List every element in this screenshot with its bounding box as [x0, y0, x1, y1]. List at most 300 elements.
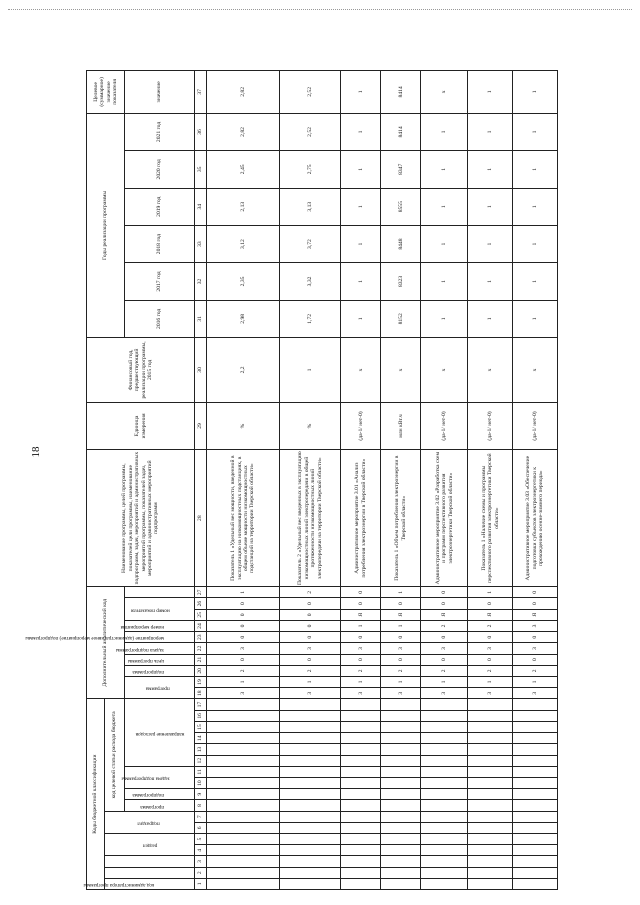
kbk-code-cell [341, 845, 381, 856]
extra-code-cell: 3 [341, 688, 381, 699]
kbk-code-cell [468, 789, 513, 800]
kbk-code-cell [381, 744, 421, 755]
kbk-code-cell [468, 777, 513, 788]
program-indicators-table [24, 70, 558, 890]
extra-code-cell: 2 [513, 665, 558, 676]
unit-header: Единица измерения [87, 402, 195, 449]
page-number: 18 [30, 446, 42, 458]
target-value: 2,52 [280, 71, 341, 114]
kbk-code-cell [513, 744, 558, 755]
kbk-code-cell [280, 733, 341, 744]
column-number-cell: 6 [195, 822, 207, 833]
target-value: 1 [468, 71, 513, 114]
column-number-cell: 32 [195, 263, 207, 300]
column-number-cell: 13 [195, 744, 207, 755]
kbk-code-cell [280, 699, 341, 710]
year-value: 1 [421, 263, 468, 300]
table-row [513, 71, 558, 890]
column-number-cell: 30 [195, 338, 207, 403]
year-value: 1 [513, 151, 558, 188]
kbk-program-header: программа [125, 800, 195, 811]
column-number-cell: 14 [195, 733, 207, 744]
kbk-code-cell [207, 733, 280, 744]
kbk-code-cell [513, 800, 558, 811]
column-number-cell: 36 [195, 113, 207, 150]
year-value: 1 [341, 151, 381, 188]
column-number-cell: 1 [195, 878, 207, 889]
extra-code-cell: 3 [421, 643, 468, 654]
column-number-cell: 26 [195, 598, 207, 609]
kbk-code-cell [207, 699, 280, 710]
year-value: 2,35 [207, 263, 280, 300]
kbk-code-cell [341, 856, 381, 867]
year-value: 1 [421, 151, 468, 188]
extra-code-cell: 2 [421, 620, 468, 631]
kbk-code-cell [513, 845, 558, 856]
kbk-group-header: Коды бюджетной классификации [87, 699, 105, 890]
rotated-page [24, 70, 558, 890]
kbk-code-cell [468, 811, 513, 822]
kbk-code-cell [341, 800, 381, 811]
year-value: 8323 [381, 263, 421, 300]
year-value: 3,13 [280, 188, 341, 225]
kbk-code-cell [280, 822, 341, 833]
year-value: 1 [468, 300, 513, 337]
kbk-section-header: раздел [105, 833, 195, 855]
unit-cell: % [280, 402, 341, 449]
kbk-code-cell [421, 777, 468, 788]
kbk-code-cell [381, 777, 421, 788]
kbk-code-cell [421, 856, 468, 867]
year-value: 2,13 [207, 188, 280, 225]
kbk-code-cell [341, 811, 381, 822]
column-number-cell: 25 [195, 609, 207, 620]
unit-cell: % [207, 402, 280, 449]
extra-code-cell: 0 [381, 598, 421, 609]
extra-code-cell: 3 [513, 620, 558, 631]
table-row [341, 71, 381, 890]
year-value: 8555 [381, 188, 421, 225]
kbk-code-cell [421, 867, 468, 878]
extra-code-cell: 1 [468, 587, 513, 598]
kbk-code-cell [513, 833, 558, 844]
column-number-cell: 7 [195, 811, 207, 822]
extra-code-cell: 0 [421, 654, 468, 665]
extra-code-cell: 2 [381, 665, 421, 676]
kbk-code-cell [513, 789, 558, 800]
kbk-code-cell [381, 721, 421, 732]
indicator-name: Административное мероприятие 3.02 «Разработка схем и программ перспективного развития электроэнергетики Тверской области» [421, 450, 468, 587]
extra-code-cell: 0 [280, 620, 341, 631]
extra-code-cell: 1 [341, 676, 381, 687]
extra-code-cell: 0 [421, 632, 468, 643]
year-value: 3,72 [280, 225, 341, 262]
kbk-code-cell [513, 856, 558, 867]
column-number-cell: 18 [195, 688, 207, 699]
table-row [468, 71, 513, 890]
column-number-row [195, 71, 207, 890]
year-value: 1 [513, 188, 558, 225]
extra-code-cell: 0 [207, 609, 280, 620]
extra-code-cell: Я [381, 609, 421, 620]
kbk-code-cell [468, 878, 513, 889]
kbk-code-cell [381, 822, 421, 833]
extra-program-header: программа [125, 676, 195, 698]
extra-code-cell: 1 [421, 676, 468, 687]
base-year-value: х [468, 338, 513, 403]
kbk-code-cell [513, 867, 558, 878]
extra-code-cell: 3 [513, 643, 558, 654]
kbk-code-cell [421, 721, 468, 732]
extra-code-cell: 3 [468, 643, 513, 654]
extra-code-cell: 0 [513, 632, 558, 643]
extra-code-cell: 0 [280, 654, 341, 665]
kbk-code-cell [381, 878, 421, 889]
column-number-cell: 21 [195, 654, 207, 665]
base-year-value: х [513, 338, 558, 403]
extra-subprogram-header: подпрограмма [125, 665, 195, 676]
target-value-header: значение [125, 71, 195, 114]
kbk-code-cell [341, 766, 381, 777]
kbk-code-cell [341, 867, 381, 878]
year-value: 8414 [381, 113, 421, 150]
column-number-cell: 11 [195, 766, 207, 777]
extra-code-cell: 1 [341, 620, 381, 631]
extra-code-cell: 2 [468, 620, 513, 631]
column-number-cell: 31 [195, 300, 207, 337]
kbk-code-cell [421, 811, 468, 822]
indicator-name: Показатель 1 «Удельный вес мощности, введенной в эксплуатацию на низкомощностных подстанциях, в общем объеме мощности низкомощностных подстанций на территории Тверской области» [207, 450, 280, 587]
column-number-cell: 17 [195, 699, 207, 710]
kbk-code-cell [468, 845, 513, 856]
kbk-code-cell [280, 777, 341, 788]
kbk-code-cell [280, 800, 341, 811]
year-value: 3,12 [207, 225, 280, 262]
kbk-code-cell [341, 710, 381, 721]
year-value: 1 [513, 225, 558, 262]
kbk-code-cell [421, 878, 468, 889]
kbk-code-cell [280, 710, 341, 721]
kbk-code-cell [513, 811, 558, 822]
year-value: 1,72 [280, 300, 341, 337]
kbk-code-cell [341, 878, 381, 889]
extra-code-cell: 0 [207, 598, 280, 609]
kbk-code-cell [513, 822, 558, 833]
kbk-code-cell [207, 856, 280, 867]
kbk-code-cell [468, 744, 513, 755]
kbk-code-cell [421, 833, 468, 844]
year-value: 1 [341, 188, 381, 225]
target-value: х [421, 71, 468, 114]
kbk-code-cell [513, 766, 558, 777]
extra-code-header: Дополнительный аналитический код [87, 587, 125, 699]
column-number-cell: 20 [195, 665, 207, 676]
base-year-header: Финансовый год, предшествующий реализации программы, 2015 год [87, 338, 195, 403]
kbk-code-cell [341, 833, 381, 844]
kbk-code-cell [421, 789, 468, 800]
top-scan-line [8, 9, 632, 10]
kbk-code-cell [513, 755, 558, 766]
kbk-code-cell [280, 721, 341, 732]
kbk-code-cell [280, 811, 341, 822]
extra-code-cell: 1 [381, 676, 421, 687]
extra-code-cell: 1 [207, 676, 280, 687]
column-number-cell: 34 [195, 188, 207, 225]
kbk-code-cell [421, 800, 468, 811]
year-value: 8152 [381, 300, 421, 337]
year-2021-header: 2021 год [125, 113, 195, 150]
kbk-code-cell [280, 755, 341, 766]
kbk-code-cell [421, 744, 468, 755]
extra-code-cell: 3 [207, 643, 280, 654]
kbk-code-cell [207, 777, 280, 788]
kbk-code-cell [207, 744, 280, 755]
kbk-code-cell [468, 710, 513, 721]
extra-code-cell: 2 [280, 587, 341, 598]
column-number-cell: 23 [195, 632, 207, 643]
year-2017-header: 2017 год [125, 263, 195, 300]
kbk-code-cell [468, 721, 513, 732]
year-value: 2,52 [280, 113, 341, 150]
extra-code-cell: 0 [468, 598, 513, 609]
kbk-code-cell [207, 721, 280, 732]
kbk-code-cell [381, 699, 421, 710]
column-number-cell: 19 [195, 676, 207, 687]
extra-code-cell: 0 [381, 632, 421, 643]
extra-activity-no-header: номер мероприятия [125, 620, 195, 631]
year-value: 1 [513, 263, 558, 300]
extra-blank-header [125, 587, 195, 598]
kbk-admin-header: код администратора программы [105, 878, 195, 889]
extra-code-cell: 1 [468, 676, 513, 687]
kbk-code-cell [341, 699, 381, 710]
extra-code-cell: 1 [207, 587, 280, 598]
year-value: 1 [341, 263, 381, 300]
kbk-code-cell [513, 733, 558, 744]
year-value: 2,98 [207, 300, 280, 337]
extra-code-cell: 2 [280, 665, 341, 676]
kbk-code-cell [280, 856, 341, 867]
kbk-code-cell [207, 833, 280, 844]
extra-code-cell: 3 [341, 643, 381, 654]
extra-code-cell: 0 [421, 587, 468, 598]
extra-code-cell: 0 [341, 654, 381, 665]
base-year-value: х [381, 338, 421, 403]
kbk-code-cell [280, 744, 341, 755]
kbk-code-cell [381, 733, 421, 744]
table-body [207, 71, 558, 890]
kbk-code-cell [468, 755, 513, 766]
kbk-direction-header: направление расходов [125, 699, 195, 766]
extra-code-cell: 0 [280, 598, 341, 609]
column-number-cell: 22 [195, 643, 207, 654]
year-value: 1 [468, 225, 513, 262]
indicator-name: Показатель 1 «Объем потребления электроэнергии в Тверской области» [381, 450, 421, 587]
year-value: 1 [421, 113, 468, 150]
year-value: 1 [421, 300, 468, 337]
base-year-value: х [421, 338, 468, 403]
column-number-cell: 27 [195, 587, 207, 598]
extra-indicator-no-header: номер показателя [125, 598, 195, 620]
kbk-code-cell [207, 822, 280, 833]
column-number-cell: 8 [195, 800, 207, 811]
kbk-code-cell [513, 710, 558, 721]
column-number-cell: 35 [195, 151, 207, 188]
kbk-code-cell [207, 878, 280, 889]
kbk-code-cell [381, 710, 421, 721]
extra-code-cell: 3 [280, 688, 341, 699]
extra-code-cell: Я [468, 609, 513, 620]
kbk-code-cell [513, 721, 558, 732]
table-row [381, 71, 421, 890]
year-value: 1 [513, 113, 558, 150]
name-header: Наименование программы, целей программы, показателей цели программы, наименование подпрограмм, задач, мероприятий и административных мероприятий программы, показателей задач, мероприятий и административных мероприятий подпрограмм [87, 450, 195, 587]
column-number-cell: 4 [195, 845, 207, 856]
kbk-code-cell [513, 699, 558, 710]
kbk-code-cell [468, 766, 513, 777]
year-value: 8448 [381, 225, 421, 262]
kbk-code-cell [421, 822, 468, 833]
target-header: Целевое (суммарное) значение показателя [87, 71, 125, 114]
kbk-code-cell [341, 789, 381, 800]
base-year-value: 1 [280, 338, 341, 403]
kbk-code-cell [207, 845, 280, 856]
kbk-code-cell [421, 755, 468, 766]
year-value: 8347 [381, 151, 421, 188]
kbk-subsection-header: подраздел [105, 811, 195, 833]
kbk-code-cell [280, 878, 341, 889]
extra-code-cell: 0 [513, 654, 558, 665]
extra-code-cell: 1 [513, 676, 558, 687]
column-number-cell: 15 [195, 721, 207, 732]
kbk-code-cell [381, 766, 421, 777]
years-header: Годы реализации программы [87, 113, 125, 337]
indicator-name: Показатель 2 «Удельный вес введенных в эксплуатацию низкомощностных линий электропередачи в общей протяженности низкомощностных линий электропередачи на территории Тверской области» [280, 450, 341, 587]
year-value: 1 [421, 225, 468, 262]
column-number-cell: 16 [195, 710, 207, 721]
kbk-code-cell [280, 789, 341, 800]
kbk-code-cell [381, 811, 421, 822]
extra-code-cell: 3 [421, 688, 468, 699]
kbk-code-cell [341, 721, 381, 732]
kbk-code-cell [381, 800, 421, 811]
indicator-name: Административное мероприятие 3.01 «Анализ потребления электроэнергии в Тверской области» [341, 450, 381, 587]
kbk-code-cell [421, 766, 468, 777]
extra-code-cell: Я [421, 609, 468, 620]
year-value: 1 [341, 113, 381, 150]
extra-code-cell: 0 [341, 632, 381, 643]
extra-code-cell: 0 [513, 587, 558, 598]
extra-code-cell: 2 [341, 665, 381, 676]
extra-activity-header: мероприятие (административное мероприятие) подпрограммы [125, 632, 195, 643]
year-value: 1 [468, 188, 513, 225]
extra-code-cell: 0 [207, 654, 280, 665]
kbk-code-cell [421, 845, 468, 856]
unit-cell: (да-1/ нет-0) [421, 402, 468, 449]
column-number-cell: 24 [195, 620, 207, 631]
kbk-code-cell [207, 867, 280, 878]
kbk-code-cell [207, 755, 280, 766]
column-number-cell: 2 [195, 867, 207, 878]
kbk-target-group-header: код целевой статьи расхода бюджета [105, 699, 125, 811]
kbk-code-cell [381, 856, 421, 867]
column-number-cell: 12 [195, 755, 207, 766]
table-row [421, 71, 468, 890]
extra-code-cell: 0 [341, 587, 381, 598]
unit-cell: млн кВт.ч [381, 402, 421, 449]
extra-code-cell: 3 [381, 688, 421, 699]
extra-code-cell: 0 [341, 598, 381, 609]
extra-code-cell: 1 [381, 620, 421, 631]
kbk-code-cell [421, 733, 468, 744]
unit-cell: (да-1/ нет-0) [468, 402, 513, 449]
year-value: 1 [513, 300, 558, 337]
year-value: 1 [468, 113, 513, 150]
kbk-code-cell [468, 856, 513, 867]
column-number-cell: 3 [195, 856, 207, 867]
extra-code-cell: 0 [381, 654, 421, 665]
kbk-code-cell [381, 755, 421, 766]
extra-code-cell: 3 [468, 688, 513, 699]
kbk-code-cell [468, 699, 513, 710]
extra-code-cell: 2 [468, 665, 513, 676]
year-2019-header: 2019 год [125, 188, 195, 225]
kbk-code-cell [421, 710, 468, 721]
extra-code-cell: 3 [280, 643, 341, 654]
unit-cell: (да-1/ нет-0) [513, 402, 558, 449]
indicator-name: Показатель 1 «Наличие схемы и программы перспективного развития электроэнергетики Тверской области» [468, 450, 513, 587]
extra-code-cell: 0 [421, 598, 468, 609]
kbk-code-cell [280, 845, 341, 856]
year-2016-header: 2016 год [125, 300, 195, 337]
kbk-code-cell [513, 777, 558, 788]
column-number-cell: 9 [195, 789, 207, 800]
kbk-code-cell [513, 878, 558, 889]
extra-code-cell: 0 [280, 632, 341, 643]
year-value: 2,45 [207, 151, 280, 188]
column-number-cell: 10 [195, 777, 207, 788]
kbk-code-cell [421, 699, 468, 710]
extra-code-cell: Я [513, 609, 558, 620]
extra-task-header: задача подпрограммы [125, 643, 195, 654]
target-value: 1 [513, 71, 558, 114]
kbk-code-cell [468, 833, 513, 844]
column-number-cell: 28 [195, 450, 207, 587]
kbk-code-cell [207, 789, 280, 800]
kbk-code-cell [468, 867, 513, 878]
kbk-code-cell [468, 822, 513, 833]
extra-code-cell: 0 [468, 654, 513, 665]
kbk-code-cell [341, 733, 381, 744]
kbk-admin-sub [105, 867, 195, 878]
year-value: 1 [468, 151, 513, 188]
target-value: 8414 [381, 71, 421, 114]
extra-code-cell: 0 [468, 632, 513, 643]
base-year-value: 2,2 [207, 338, 280, 403]
kbk-code-cell [341, 744, 381, 755]
extra-code-cell: 3 [207, 688, 280, 699]
column-number-cell: 37 [195, 71, 207, 114]
extra-code-cell: 3 [513, 688, 558, 699]
kbk-task-header: задача подпрограммы [125, 766, 195, 788]
extra-code-cell: 1 [280, 676, 341, 687]
target-value: 1 [341, 71, 381, 114]
year-2020-header: 2020 год [125, 151, 195, 188]
unit-cell: (да-1/ нет-0) [341, 402, 381, 449]
kbk-code-cell [341, 777, 381, 788]
kbk-code-cell [468, 800, 513, 811]
extra-goal-header: цель программы [125, 654, 195, 665]
